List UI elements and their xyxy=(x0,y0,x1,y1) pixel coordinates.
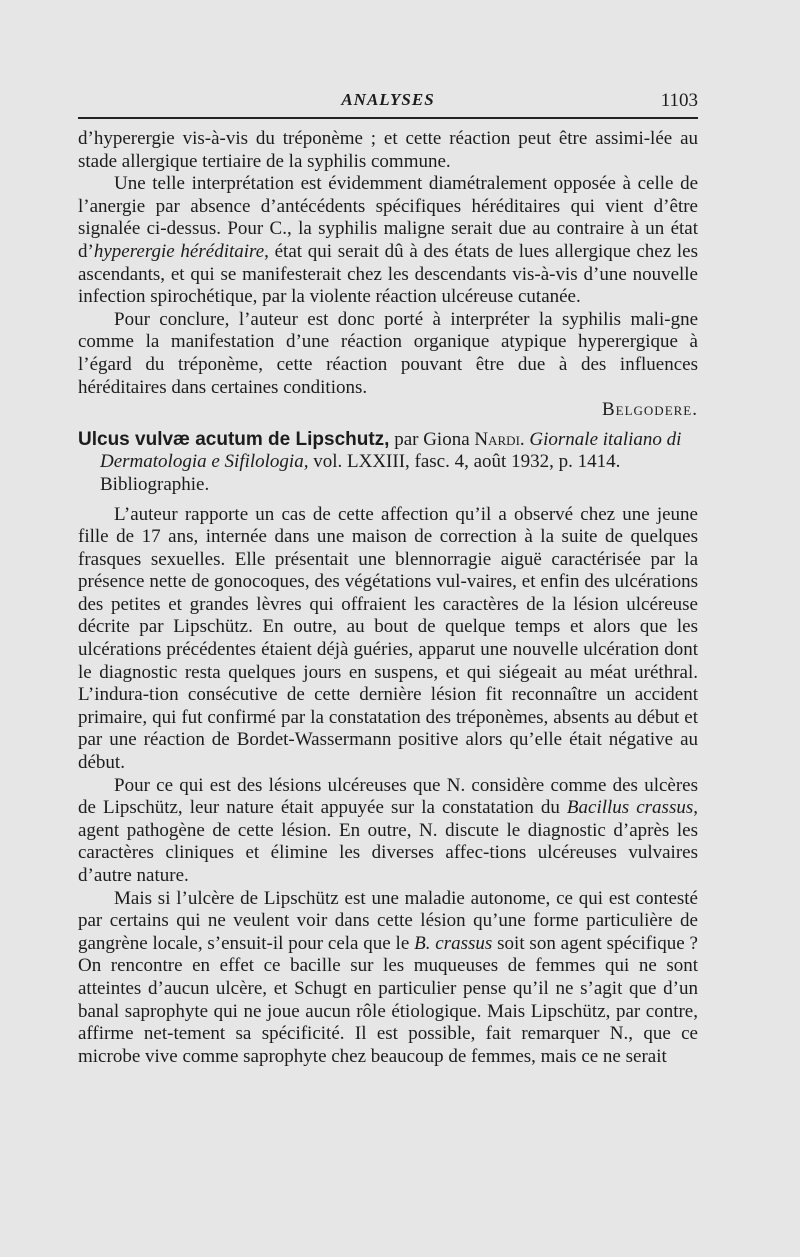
page-header xyxy=(78,90,698,114)
italic-run: Bacillus crassus xyxy=(566,797,694,819)
paragraph xyxy=(78,309,698,399)
text-run: d’hyperergie vis-à-vis du tréponème ; et cette réaction peut être assimi-lée au stade allergique tertiaire de la syphilis commune. xyxy=(78,128,698,172)
italic-run: B. crassus xyxy=(414,932,493,954)
article-title: Ulcus vulvæ acutum de Lipschutz, xyxy=(78,428,390,450)
article-heading xyxy=(78,429,698,497)
paragraph xyxy=(78,775,698,888)
article-journal: Giornale italiano di Dermatologia e Sifilologia, xyxy=(100,428,682,473)
paragraph xyxy=(78,504,698,775)
article-by: par Giona xyxy=(389,428,475,450)
text-run: L’auteur rapporte un cas de cette affection qu’il a observé chez une jeune fille de 17 ans, internée dans une maison de correction à la suite de quelques frasques sexuelles. Elle présentait une blennorragie aiguë caractérisée par la présence nette de gonocoques, des végétations vul-vaires, et enfin des ulcérations des petites et grandes lèvres qui offraient les caractères de la lésion ulcéreuse décrite par Lipschütz. En outre, au bout de quelque temps et alors que les ulcérations précédentes étaient déjà guéries, apparut une nouvelle ulcération dont le diagnostic resta quelques jours en suspens, et qui siégeait au méat uréthral. L’indura-tion consécutive de cette dernière lésion fit reconnaître un accident primaire, qui fut confirmé par la constatation des tréponèmes, absents au début et par une réaction de Bordet-Wassermann positive alors qu’elle était négative au début. xyxy=(78,503,698,774)
paragraph xyxy=(78,888,698,1069)
signature: Belgodere. xyxy=(601,399,698,421)
article-details: vol. LXXIII, fasc. 4, août 1932, p. 1414. Bibliographie. xyxy=(100,451,621,495)
text-run: soit son agent spécifique ? On rencontre en effet ce bacille sur les muqueuses de femmes qui ne sont atteintes d’aucun ulcère, et Schugt en particulier pense qu’il ne s’agit que d’un banal saprophyte qui ne joue aucun rôle étiologique. Mais Lipschütz, par contre, affirme net-tement sa spécificité. Il est possible, fait remarquer N., que ce microbe vive comme saprophyte chez beaucoup de femmes, mais ce ne serait xyxy=(78,932,698,1067)
italic-run: hyperergie héréditaire xyxy=(93,240,265,262)
page-number: 1103 xyxy=(660,90,698,111)
text-run: Une telle interprétation est évidemment diamétralement opposée à celle de l’anergie par absence d’antécédents spécifiques héréditaires qui vient d’être signalée ci-dessus. Pour C., la syphilis maligne serait due au contraire à un état d’ xyxy=(78,173,698,262)
paragraph xyxy=(78,173,698,309)
body-text xyxy=(78,128,698,1068)
text-run: Pour ce qui est des lésions ulcéreuses que N. considère comme des ulcères de Lipschütz, leur nature était appuyée sur la constatation du xyxy=(78,774,698,819)
article-author: Nardi. xyxy=(474,428,525,450)
text-run: , agent pathogène de cette lésion. En outre, N. discute le diagnostic d’après les caractères cliniques et élimine les diverses affec-tions ulcéreuses vulvaires d’autre nature. xyxy=(78,797,698,886)
running-head: ANALYSES xyxy=(341,90,435,109)
paragraph xyxy=(78,128,698,173)
text-run: Mais si l’ulcère de Lipschütz est une maladie autonome, ce qui est contesté par certains qui ne veulent voir dans cette lésion qu’une forme particulière de gangrène locale, s’ensuit-il pour cela que le xyxy=(78,887,698,954)
text-run: , état qui serait dû à des états de lues allergique chez les ascendants, et qui se manifesterait chez les descendants vis-à-vis d’une nouvelle infection spirochétique, par la violente réaction ulcéreuse cutanée. xyxy=(78,240,698,308)
header-rule xyxy=(78,117,698,119)
text-run: Pour conclure, l’auteur est donc porté à interpréter la syphilis mali-gne comme la manifestation d’une réaction organique atypique hyperergique à l’égard du tréponème, cette réaction pouvant être due à des influences héréditaires dans certaines conditions. xyxy=(78,308,698,398)
